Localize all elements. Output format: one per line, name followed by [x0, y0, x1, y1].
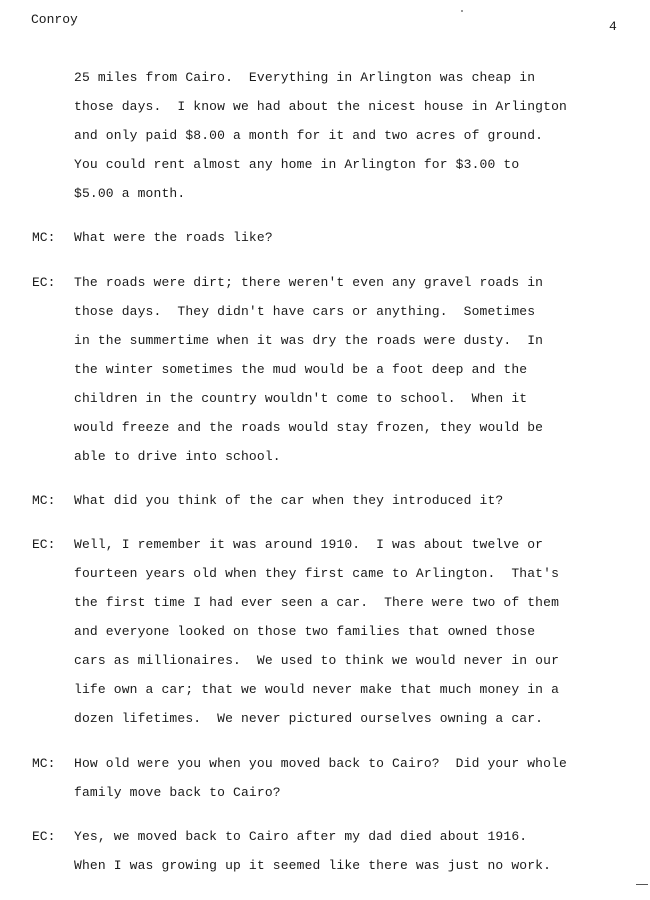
- transcript-line: the first time I had ever seen a car. There were two of them: [74, 595, 560, 610]
- transcript-line: those days. They didn't have cars or anything. Sometimes: [74, 304, 536, 319]
- transcript-line: children in the country wouldn't come to school. When it: [74, 391, 528, 406]
- speaker-label: MC:: [32, 493, 56, 508]
- speaker-label: MC:: [32, 756, 56, 771]
- transcript-line: and everyone looked on those two families that owned those: [74, 624, 536, 639]
- transcript-line: $5.00 a month.: [74, 186, 186, 201]
- transcript-line: able to drive into school.: [74, 449, 281, 464]
- speaker-label: MC:: [32, 230, 56, 245]
- transcript-line: 25 miles from Cairo. Everything in Arlington was cheap in: [74, 70, 536, 85]
- transcript-line: dozen lifetimes. We never pictured ourselves owning a car.: [74, 711, 544, 726]
- transcript-line: You could rent almost any home in Arlington for $3.00 to: [74, 157, 520, 172]
- transcript-line: When I was growing up it seemed like there was just no work.: [74, 858, 552, 873]
- transcript-line: family move back to Cairo?: [74, 785, 281, 800]
- speaker-label: EC:: [32, 275, 56, 290]
- scan-speck: [461, 10, 463, 12]
- edge-mark: [636, 884, 648, 885]
- page-number: 4: [609, 19, 617, 34]
- transcript-line: Yes, we moved back to Cairo after my dad died about 1916.: [74, 829, 528, 844]
- transcript-line: the winter sometimes the mud would be a foot deep and the: [74, 362, 528, 377]
- transcript-line: How old were you when you moved back to Cairo? Did your whole: [74, 756, 567, 771]
- transcript-line: What were the roads like?: [74, 230, 273, 245]
- transcript-line: in the summertime when it was dry the roads were dusty. In: [74, 333, 544, 348]
- speaker-label: EC:: [32, 537, 56, 552]
- transcript-line: life own a car; that we would never make that much money in a: [74, 682, 560, 697]
- transcript-line: Well, I remember it was around 1910. I was about twelve or: [74, 537, 544, 552]
- header-name: Conroy: [31, 12, 78, 27]
- transcript-line: The roads were dirt; there weren't even any gravel roads in: [74, 275, 544, 290]
- transcript-line: and only paid $8.00 a month for it and two acres of ground.: [74, 128, 544, 143]
- transcript-line: fourteen years old when they first came to Arlington. That's: [74, 566, 560, 581]
- transcript-line: cars as millionaires. We used to think we would never in our: [74, 653, 560, 668]
- transcript-line: What did you think of the car when they introduced it?: [74, 493, 504, 508]
- speaker-label: EC:: [32, 829, 56, 844]
- transcript-line: would freeze and the roads would stay frozen, they would be: [74, 420, 544, 435]
- transcript-line: those days. I know we had about the nicest house in Arlington: [74, 99, 567, 114]
